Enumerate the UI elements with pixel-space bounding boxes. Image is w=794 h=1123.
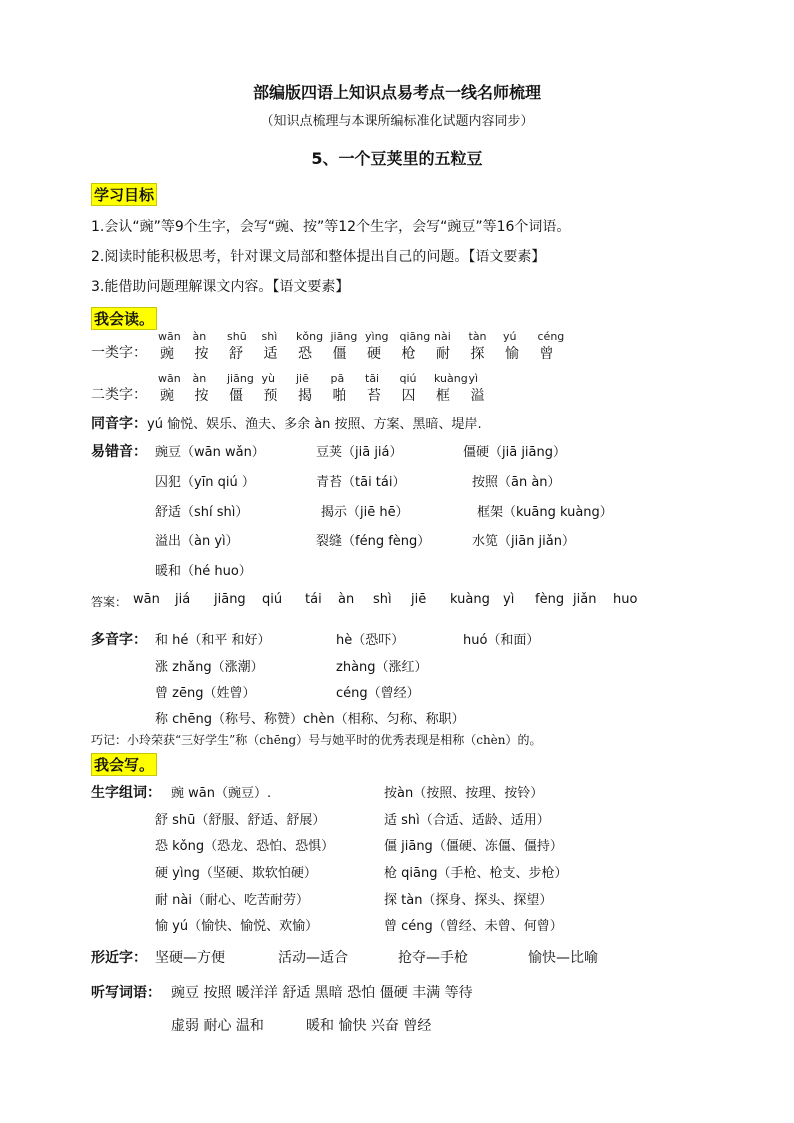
class1-pinyin: tàn (468, 330, 487, 343)
polyphone-1-2: hè（恐吓） (336, 633, 405, 648)
class2-pinyin: yì (468, 372, 479, 385)
answer-value: jiāng (214, 592, 246, 607)
dictation-label: 听写词语： (91, 985, 161, 1001)
confusing-1-2: 豆荚（jiā jiá） (316, 445, 403, 460)
confusing-1-3: 僵硬（jiā jiāng） (463, 445, 567, 460)
group-4-1: 硬 yìng（坚硬、欺软怕硬） (155, 866, 317, 881)
class1-char: 枪 (401, 346, 416, 362)
group-5-1: 耐 nài（耐心、吃苦耐劳） (155, 893, 309, 908)
confusing-2-2: 青苔（tāi tái） (316, 475, 406, 490)
answer-value: jiē (411, 592, 427, 607)
similar-label: 形近字： (91, 950, 147, 966)
class1-char: 舒 (229, 346, 243, 362)
confusing-4-3: 水笕（jiān jiǎn） (472, 534, 575, 549)
confusing-3-2: 揭示（jiē hē） (321, 505, 409, 520)
class1-pinyin: yú (503, 330, 517, 343)
answer-value: fèng (535, 592, 565, 607)
confusing-3-3: 框架（kuāng kuàng） (477, 505, 613, 520)
class2-pinyin: kuàng (434, 372, 468, 385)
class2-words (158, 372, 598, 406)
polyphone-3-2: céng（曾经） (336, 686, 420, 701)
class2-pinyin: qiú (399, 372, 417, 385)
document-title: 部编版四语上知识点易考点一线名师梳理 (252, 83, 541, 102)
class1-pinyin: jiāng (330, 330, 358, 343)
group-2-1: 舒 shū（舒服、舒适、舒展） (155, 813, 326, 828)
polyphone-1-3: huó（和面） (463, 633, 540, 648)
class2-char: 苔 (367, 388, 381, 404)
memory-tip: 巧记：小玲荣获“三好学生”称（chēng）号与她平时的优秀表现是相称（chèn）的。 (91, 733, 542, 747)
confusing-2-1: 囚犯（yīn qiú ） (155, 475, 255, 490)
class1-pinyin: wān (158, 330, 181, 343)
class1-char: 探 (470, 346, 485, 362)
group-1-1: 豌 wān（豌豆）. (171, 786, 272, 801)
class2-char: 僵 (229, 388, 243, 404)
class1-char: 恐 (298, 346, 312, 362)
class2-char: 囚 (401, 388, 416, 404)
class1-char: 愉 (505, 346, 519, 362)
goal-item-3: 3.能借助问题理解课文内容。【语文要素】 (91, 279, 350, 295)
answer-value: tái (305, 592, 322, 607)
class2-pinyin: wān (158, 372, 181, 385)
groups-label: 生字组词： (91, 785, 161, 801)
polyphone-3-1: 曾 zēng（姓曾） (155, 686, 256, 701)
similar-3: 抢夺—手枪 (398, 950, 468, 966)
class2-char: 啪 (332, 388, 347, 404)
confusing-4-1: 溢出（àn yì） (155, 534, 239, 549)
goal-item-2: 2.阅读时能积极思考，针对课文局部和整体提出自己的问题。【语文要素】 (91, 249, 546, 265)
class1-words (158, 330, 598, 364)
goal-item-1: 1.会认“豌”等9个生字，会写“豌、按”等12个生字，会写“豌豆”等16个词语。 (91, 219, 571, 235)
class2-char: 预 (263, 388, 278, 404)
class2-pinyin: yù (261, 372, 275, 385)
class2-char: 豌 (160, 388, 174, 404)
answer-value: shì (373, 592, 392, 607)
polyphone-label: 多音字： (91, 632, 147, 648)
answer-value: jiǎn (573, 592, 597, 607)
class1-char: 按 (194, 346, 209, 362)
class1-pinyin: shū (227, 330, 247, 343)
class1-char: 适 (263, 346, 278, 362)
dictation-line-2a: 虚弱 耐心 温和 (171, 1018, 264, 1034)
similar-1: 坚硬—方便 (155, 950, 225, 966)
similar-2: 活动—适合 (278, 950, 348, 966)
homophone-text: yú 愉悦、娱乐、渔夫、多余 àn 按照、方案、黑暗、堤岸. (147, 417, 482, 432)
answer-value: jiá (175, 592, 191, 607)
confusing-3-1: 舒适（shí shì） (155, 505, 249, 520)
group-3-1: 恐 kǒng（恐龙、恐怕、恐惧） (155, 839, 335, 854)
confusing-4-2: 裂缝（féng fèng） (316, 534, 431, 549)
group-3-2: 僵 jiāng（僵硬、冻僵、僵持） (384, 839, 563, 854)
class2-char: 框 (436, 388, 450, 404)
answer-label: 答案： (91, 595, 128, 609)
polyphone-2-1: 涨 zhǎng（涨潮） (155, 660, 264, 675)
answer-value: huo (613, 592, 638, 607)
class2-label: 二类字： (91, 387, 147, 403)
answer-value: kuàng (450, 592, 490, 607)
class2-pinyin: pā (330, 372, 345, 385)
class1-pinyin: shì (261, 330, 278, 343)
class1-char: 豌 (160, 346, 174, 362)
class2-pinyin: àn (192, 372, 207, 385)
class2-pinyin: tāi (365, 372, 380, 385)
lesson-title: 5、一个豆荚里的五粒豆 (311, 149, 483, 168)
answer-value: àn (338, 592, 355, 607)
answer-value: qiú (262, 592, 283, 607)
goals-heading: 学习目标 (91, 183, 157, 206)
polyphone-1-1: 和 hé（和平 和好） (155, 633, 271, 648)
class1-pinyin: àn (192, 330, 207, 343)
answer-value: yì (503, 592, 515, 607)
group-2-2: 适 shì（合适、适龄、适用） (384, 813, 550, 828)
class1-char: 耐 (436, 346, 450, 362)
dictation-line-1: 豌豆 按照 暖洋洋 舒适 黑暗 恐怕 僵硬 丰满 等待 (171, 985, 473, 1001)
class1-char: 僵 (332, 346, 347, 362)
group-5-2: 探 tàn（探身、探头、探望） (384, 893, 553, 908)
class1-pinyin: yìng (365, 330, 389, 343)
class1-label: 一类字： (91, 345, 147, 361)
read-heading: 我会读。 (91, 307, 157, 330)
answer-values (133, 592, 653, 610)
class2-pinyin: jiāng (227, 372, 254, 385)
class2-char: 揭 (298, 388, 312, 404)
group-6-2: 曾 céng（曾经、未曾、何曾） (384, 919, 563, 934)
document-subtitle: （知识点梳理与本课所编标准化试题内容同步） (260, 114, 534, 129)
polyphone-2-2: zhàng（涨红） (336, 660, 428, 675)
confusing-5-1: 暖和（hé huo） (155, 564, 252, 579)
confusing-2-3: 按照（ān àn） (472, 475, 561, 490)
group-6-1: 愉 yú（愉快、愉悦、欢愉） (155, 919, 319, 934)
similar-4: 愉快—比喻 (528, 950, 598, 966)
class1-pinyin: qiāng (399, 330, 431, 343)
homophone-row (91, 413, 482, 433)
group-4-2: 枪 qiāng（手枪、枪支、步枪） (384, 866, 568, 881)
group-1-2: 按àn（按照、按理、按铃） (384, 786, 544, 801)
class2-char: 溢 (470, 388, 485, 404)
confusing-label: 易错音： (91, 444, 147, 460)
confusing-1-1: 豌豆（wān wǎn） (155, 445, 265, 460)
class2-pinyin: jiē (296, 372, 309, 385)
class1-pinyin: kǒng (296, 330, 324, 343)
class1-char: 曾 (539, 346, 554, 362)
class1-char: 硬 (367, 346, 381, 362)
dictation-line-2b: 暖和 愉快 兴奋 曾经 (306, 1018, 432, 1034)
class1-pinyin: nài (434, 330, 451, 343)
class1-pinyin: céng (537, 330, 565, 343)
homophone-label: 同音字： (91, 416, 147, 432)
class2-char: 按 (194, 388, 209, 404)
answer-value: wān (133, 592, 160, 607)
polyphone-4-1: 称 chēng（称号、称赞）chèn（相称、匀称、称职） (155, 712, 465, 727)
write-heading: 我会写。 (91, 753, 157, 776)
